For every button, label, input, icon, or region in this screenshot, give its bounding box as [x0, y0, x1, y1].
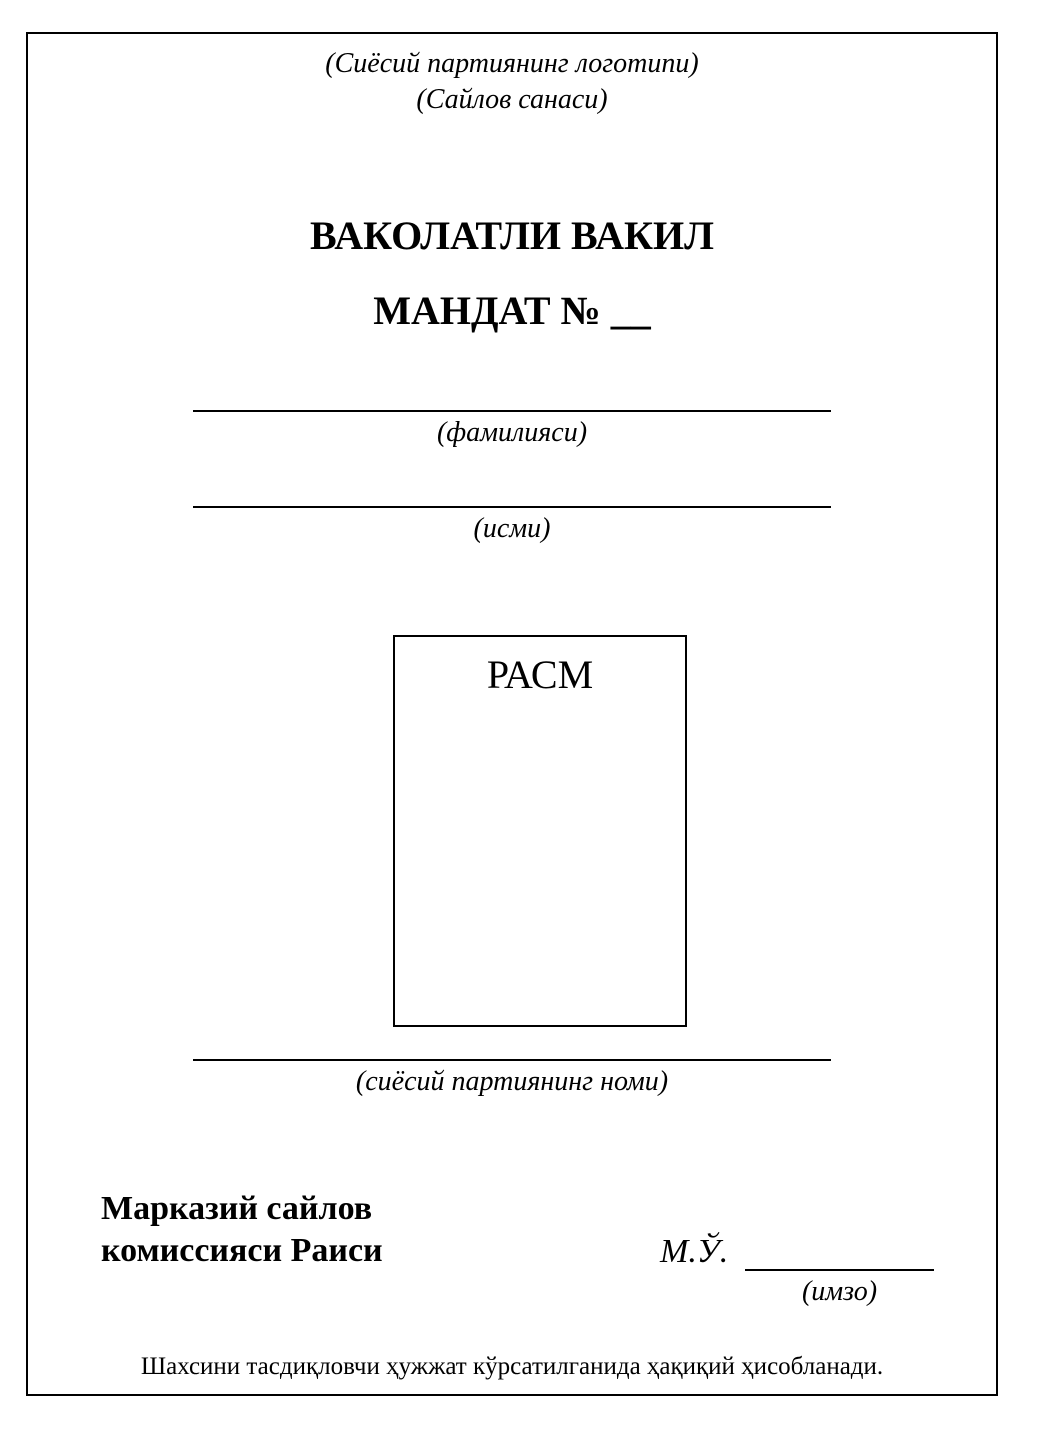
signature-caption: (имзо) — [801, 1276, 878, 1307]
validity-note: Шахсини тасдиқловчи ҳужжат кўрсатилганида ҳақиқий ҳисобланади. — [140, 1353, 884, 1380]
photo-box — [393, 635, 687, 1027]
name-line — [193, 506, 831, 508]
chair-line-1: Марказий сайлов — [101, 1190, 373, 1227]
party-logo-placeholder: (Сиёсий партиянинг логотипи) — [325, 48, 699, 79]
document-title: ВАКОЛАТЛИ ВАКИЛ — [310, 213, 714, 258]
signature-line — [745, 1269, 934, 1271]
seal-mark: М.Ў. — [660, 1233, 729, 1270]
chair-line-2: комиссияси Раиси — [101, 1232, 383, 1269]
mandate-number: МАНДАТ № __ — [373, 288, 651, 333]
photo-label: РАСМ — [486, 652, 594, 697]
commission-chair-label — [101, 1188, 383, 1272]
surname-caption: (фамилияси) — [436, 417, 588, 448]
name-caption: (исми) — [473, 513, 551, 544]
party-name-caption: (сиёсий партиянинг номи) — [355, 1066, 669, 1097]
election-date-placeholder: (Сайлов санаси) — [416, 84, 608, 115]
surname-line — [193, 410, 831, 412]
party-name-line — [193, 1059, 831, 1061]
